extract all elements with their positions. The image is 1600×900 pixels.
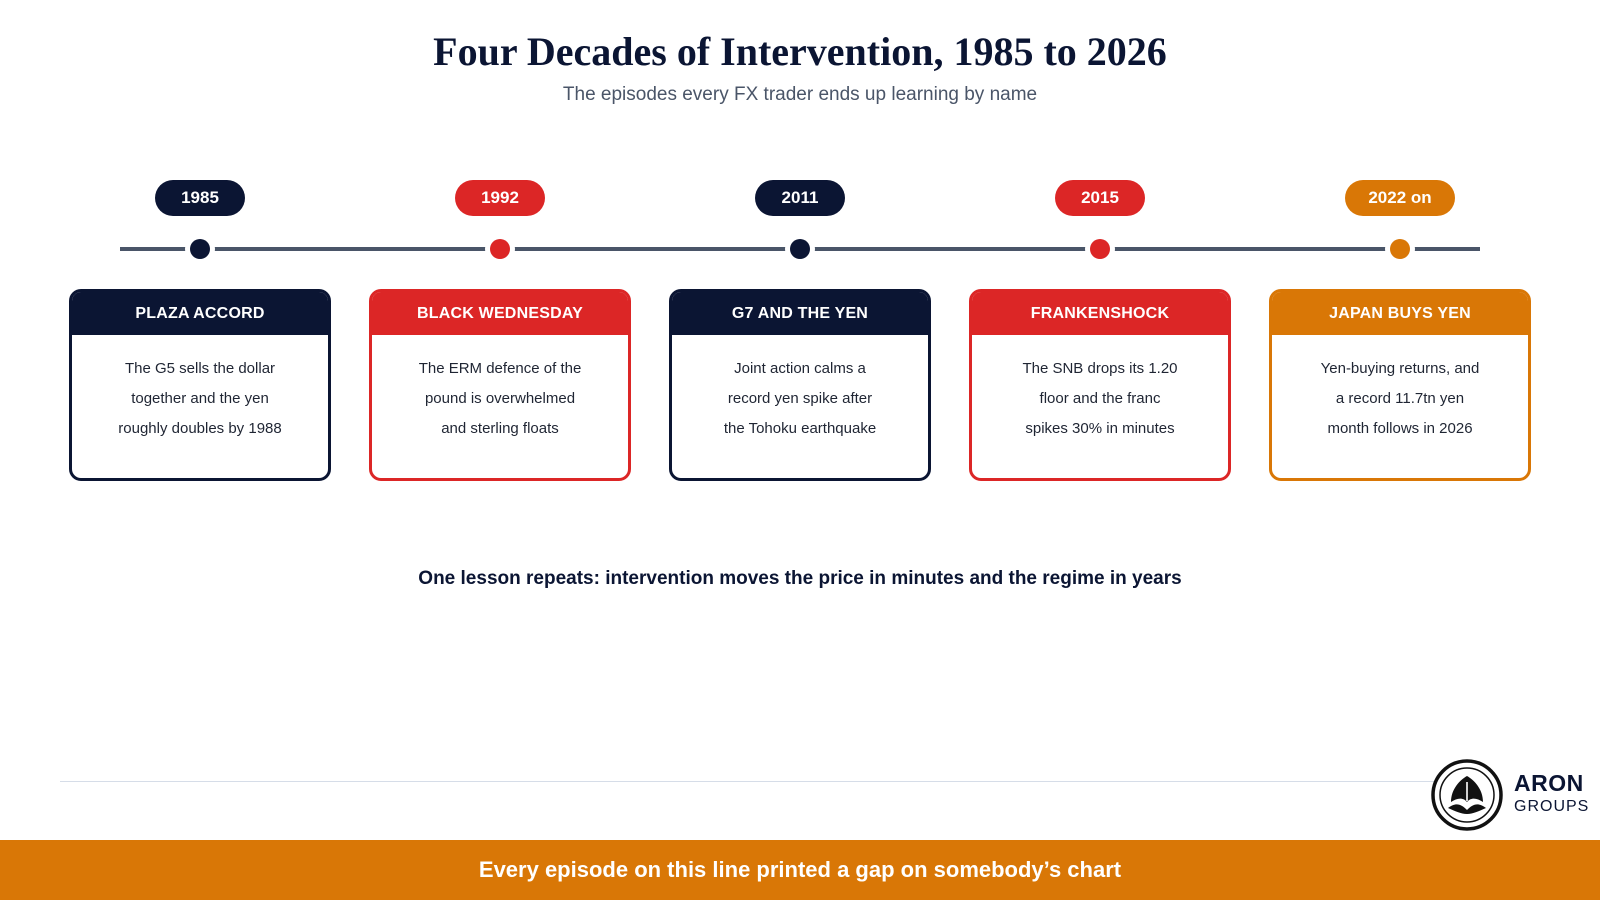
description-line: spikes 30% in minutes xyxy=(1025,420,1175,437)
footer-banner: Every episode on this line printed a gap on somebody’s chart xyxy=(0,840,1600,900)
description-line: The SNB drops its 1.20 xyxy=(1022,360,1178,377)
description-line: Joint action calms a xyxy=(734,360,866,377)
event-card-g7-and-the-yen xyxy=(669,289,931,481)
event-card-plaza-accord xyxy=(69,289,331,481)
description-line: month follows in 2026 xyxy=(1327,420,1473,437)
timeline-dot-1992 xyxy=(490,239,510,259)
timeline-dot-2015 xyxy=(1090,239,1110,259)
description-line: and sterling floats xyxy=(441,420,559,437)
description-line: together and the yen xyxy=(131,390,269,407)
year-pill-2011: 2011 xyxy=(755,180,845,216)
page-title: Four Decades of Intervention, 1985 to 2026 xyxy=(433,29,1167,74)
description-line: The ERM defence of the xyxy=(418,360,582,377)
event-card-description xyxy=(372,335,628,444)
description-line: roughly doubles by 1988 xyxy=(118,420,282,437)
brand-subtitle: GROUPS xyxy=(1514,798,1590,815)
event-card-title: BLACK WEDNESDAY xyxy=(372,292,628,335)
event-card-description xyxy=(72,335,328,444)
event-card-title: FRANKENSHOCK xyxy=(972,292,1228,335)
event-card-japan-buys-yen xyxy=(1269,289,1531,481)
description-line: pound is overwhelmed xyxy=(424,390,576,407)
event-card-description xyxy=(672,335,928,444)
description-line: The G5 sells the dollar xyxy=(124,360,276,377)
description-line: the Tohoku earthquake xyxy=(723,420,877,437)
event-card-description xyxy=(972,335,1228,444)
event-card-title: JAPAN BUYS YEN xyxy=(1272,292,1528,335)
year-pill-1992: 1992 xyxy=(455,180,545,216)
event-card-description xyxy=(1272,335,1528,444)
event-card-black-wednesday xyxy=(369,289,631,481)
timeline-dot-2022-on xyxy=(1390,239,1410,259)
year-pill-2015: 2015 xyxy=(1055,180,1145,216)
page-subtitle: The episodes every FX trader ends up learning by name xyxy=(562,84,1038,105)
event-card-frankenshock xyxy=(969,289,1231,481)
description-line: Yen-buying returns, and xyxy=(1320,360,1480,377)
description-line: a record 11.7tn yen xyxy=(1335,390,1465,407)
description-line: floor and the franc xyxy=(1039,390,1161,407)
timeline-dot-1985 xyxy=(190,239,210,259)
event-card-title: PLAZA ACCORD xyxy=(72,292,328,335)
timeline-dot-2011 xyxy=(790,239,810,259)
lesson-statement: One lesson repeats: intervention moves the price in minutes and the regime in years xyxy=(418,568,1182,589)
year-pill-1985: 1985 xyxy=(155,180,245,216)
brand-name: ARON xyxy=(1514,770,1584,796)
footer-divider xyxy=(60,781,1440,782)
event-card-title: G7 AND THE YEN xyxy=(672,292,928,335)
description-line: record yen spike after xyxy=(727,390,873,407)
year-pill-2022-on: 2022 on xyxy=(1345,180,1455,216)
leaf-emblem-icon xyxy=(1430,758,1504,832)
